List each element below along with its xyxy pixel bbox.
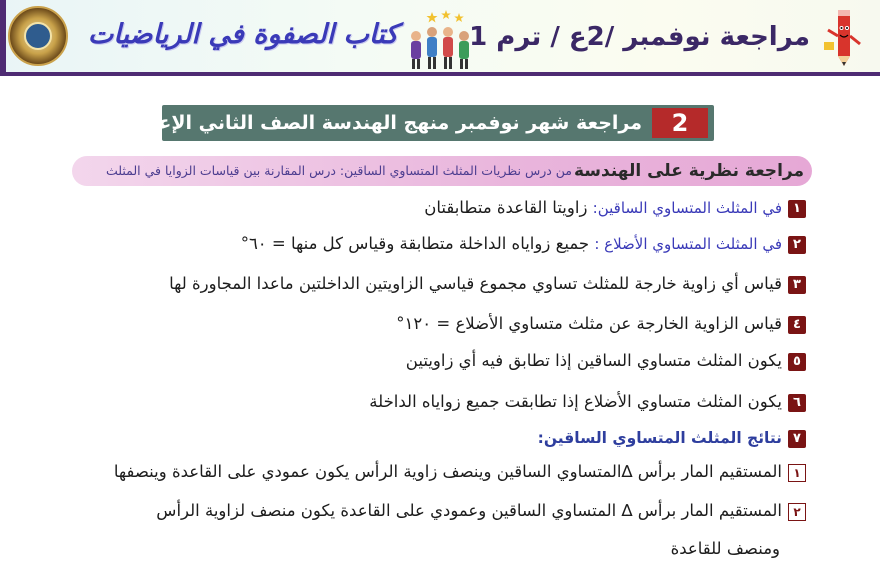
school-badge-icon (8, 6, 68, 66)
item-number: ٤ (788, 316, 806, 334)
item-lead: في المثلث المتساوي الأضلاع : (594, 235, 782, 253)
item-text: يكون المثلث متساوي الساقين إذا تطابق فيه أي زاويتين (405, 351, 782, 370)
list-item (538, 424, 806, 452)
item-lead: في المثلث المتساوي الساقين: (592, 199, 782, 217)
item-number: ٢ (788, 236, 806, 254)
result-text: المستقيم المار برأس ∆المتساوي الساقين وينصف زاوية الرأس يكون عمودي على القاعدة وينصفها (113, 462, 782, 481)
badge-center (24, 22, 52, 50)
list-item (369, 388, 806, 416)
header-title: مراجعة نوفمبر /2ع / ترم 1 (469, 22, 810, 52)
item-number: ١ (788, 200, 806, 218)
list-item (406, 347, 806, 375)
pencil-mascot-icon (820, 6, 870, 70)
item-text: جميع زواياه الداخلة متطابقة وقياس كل منها = ٦٠° (240, 234, 595, 253)
section-number: 2 (652, 108, 708, 138)
item-number: ٥ (788, 353, 806, 371)
item-text: قياس أي زاوية خارجة للمثلث تساوي مجموع قياسي الزاويتين الداخلتين ماعدا المجاورة لها (169, 274, 782, 293)
header-accent-bar (0, 0, 6, 76)
item-number: ٦ (788, 394, 806, 412)
item-lead: نتائج المثلث المتساوي الساقين: (537, 429, 782, 447)
result-number: ٢ (788, 503, 806, 521)
result-number: ١ (788, 464, 806, 482)
section-title: مراجعة شهر نوفمبر منهج الهندسة الصف الثاني الإعدادي (113, 112, 642, 134)
list-item (424, 194, 806, 222)
review-pill (72, 156, 812, 186)
list-item (169, 270, 806, 298)
section-banner (113, 105, 714, 141)
review-source: من درس نظريات المثلث المتساوي الساقين: درس المقارنة بين قياسات الزوايا في المثلث (105, 163, 572, 178)
item-text: زاويتا القاعدة متطابقتان (424, 198, 593, 217)
item-number: ٣ (788, 276, 806, 294)
review-label: مراجعة نظرية على الهندسة (573, 161, 804, 181)
item-text: يكون المثلث متساوي الأضلاع إذا تطابقت جميع زواياه الداخلة (369, 392, 782, 411)
continuation-text: ومنصف للقاعدة (670, 539, 780, 558)
page-header (0, 0, 880, 76)
list-item (396, 310, 806, 338)
item-number: ٧ (788, 430, 806, 448)
result-text: المستقيم المار برأس ∆ المتساوي الساقين وعمودي على القاعدة يكون منصف لزاوية الرأس (156, 501, 782, 520)
result-item (114, 458, 806, 486)
list-item (241, 230, 806, 258)
result-item (156, 497, 806, 525)
book-title: كتاب الصفوة في الرياضيات (87, 19, 399, 50)
result-continuation (671, 535, 780, 563)
kids-celebrating-icon (402, 8, 476, 72)
item-text: قياس الزاوية الخارجة عن مثلث متساوي الأضلاع = ١٢٠° (396, 314, 782, 333)
